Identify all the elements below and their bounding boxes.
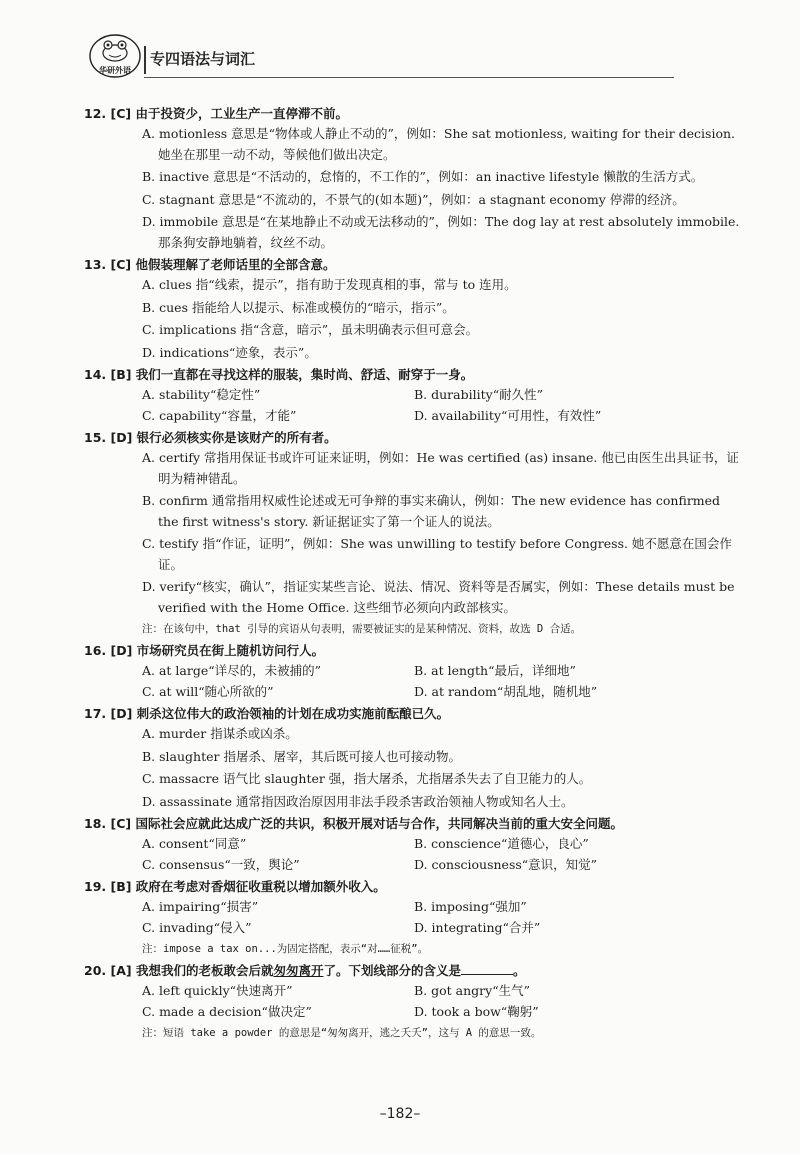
option-18d: D. consciousness“意识，知觉” bbox=[414, 856, 598, 872]
option-16c: C. at will“随心所欲的” bbox=[142, 683, 274, 699]
option-16b: B. at length“最后，详细地” bbox=[414, 663, 576, 678]
option-14d: D. availability“可用性，有效性” bbox=[414, 407, 602, 423]
option-12b: B. inactive 意思是“不活动的，怠惰的，不工作的”，例如：an inactive lifestyle 懒散的生活方式。 bbox=[142, 169, 704, 184]
option-15c: C. testify 指“作证，证明”，例如：She was unwilling to testify before Congress. 她不愿意在国会作证。 bbox=[142, 536, 732, 572]
note-19: 注：impose a tax on...为固定搭配，表示“对……征税”。 bbox=[142, 943, 429, 955]
question-17: 17. [D] 刺杀这位伟大的政治领袖的计划在成功实施前酝酿已久。 bbox=[84, 706, 450, 721]
question-20-pre: 20. [A] 我想我们的老板敢会后就 bbox=[84, 963, 274, 978]
note-20: 注：短语 take a powder 的意思是“匆匆离开，逃之夭夭”，这与 A 的意思一致。 bbox=[142, 1027, 542, 1039]
question-15: 15. [D] 银行必须核实你是该财产的所有者。 bbox=[84, 430, 337, 445]
question-14: 14. [B] 我们一直都在寻找这样的服装，集时尚、舒适、耐穿于一身。 bbox=[84, 367, 474, 382]
option-16d: D. at random“胡乱地，随机地” bbox=[414, 683, 598, 699]
header-underline bbox=[144, 77, 674, 78]
option-14c: C. capability“容量，才能” bbox=[142, 407, 297, 423]
option-17b: B. slaughter 指屠杀、屠宰，其后既可接人也可接动物。 bbox=[142, 748, 461, 764]
option-14b: B. durability“耐久性” bbox=[414, 387, 543, 402]
option-17d: D. assassinate 通常指因政治原因用非法手段杀害政治领袖人物或知名人士。 bbox=[142, 793, 574, 809]
question-18: 18. [C] 国际社会应就此达成广泛的共识，积极开展对话与合作，共同解决当前的重大安全问题。 bbox=[84, 816, 623, 831]
option-12d: D. immobile 意思是“在某地静止不动或无法移动的”，例如：The dog lay at rest absolutely immobile. 那条狗安静地躺着，纹丝不动。 bbox=[142, 214, 740, 250]
option-13b: B. cues 指能给人以提示、标准或模仿的“暗示，指示”。 bbox=[142, 299, 455, 315]
option-20c: C. made a decision“做决定” bbox=[142, 1003, 312, 1019]
question-20 bbox=[84, 961, 744, 981]
options-19 bbox=[84, 897, 744, 938]
book-title: 专四语法与词汇 bbox=[150, 50, 256, 68]
option-18b: B. conscience“道德心，良心” bbox=[414, 836, 589, 851]
option-17c: C. massacre 语气比 slaughter 强，指大屠杀，尤指屠杀失去了自卫能力的人。 bbox=[142, 771, 592, 786]
question-19: 19. [B] 政府在考虑对香烟征收重税以增加额外收入。 bbox=[84, 879, 386, 894]
question-20-post: 了。下划线部分的含义是 bbox=[323, 963, 461, 978]
option-20d: D. took a bow“鞠躬” bbox=[414, 1003, 539, 1019]
options-16 bbox=[84, 661, 744, 702]
underlined-phrase: 匆匆离开 bbox=[273, 963, 324, 978]
option-13c: C. implications 指“含意，暗示”，虽未明确表示但可意会。 bbox=[142, 322, 479, 337]
option-12c: C. stagnant 意思是“不流动的，不景气的(如本题)”，例如：a stagnant economy 停滞的经济。 bbox=[142, 191, 685, 207]
page-header bbox=[88, 34, 688, 84]
options-14 bbox=[84, 385, 744, 426]
option-18a: A. consent“同意” bbox=[142, 836, 247, 851]
option-13d: D. indications“迹象，表示”。 bbox=[142, 344, 317, 360]
option-17a: A. murder 指谋杀或凶杀。 bbox=[142, 726, 298, 741]
answer-explanations bbox=[84, 102, 744, 1045]
logo-text: 华研外语 bbox=[99, 66, 131, 75]
option-19c: C. invading“侵入” bbox=[142, 919, 252, 935]
option-19d: D. integrating“合并” bbox=[414, 919, 541, 935]
question-20-end: 。 bbox=[512, 963, 526, 978]
question-16: 16. [D] 市场研究员在街上随机访问行人。 bbox=[84, 643, 325, 658]
option-19a: A. impairing“损害” bbox=[142, 899, 259, 914]
option-18c: C. consensus“一致，舆论” bbox=[142, 856, 300, 872]
question-13: 13. [C] 他假装理解了老师话里的全部含意。 bbox=[84, 257, 336, 272]
header-divider bbox=[144, 46, 146, 74]
options-18 bbox=[84, 834, 744, 875]
page-number: –182– bbox=[379, 1106, 421, 1122]
publisher-logo bbox=[88, 34, 142, 80]
option-19b: B. imposing“强加” bbox=[414, 899, 527, 914]
option-15a: A. certify 常指用保证书或许可证来证明，例如：He was certified (as) insane. 他已由医生出具证书，证明为精神错乱。 bbox=[142, 450, 739, 486]
answer-blank bbox=[461, 962, 513, 975]
option-15d: D. verify“核实，确认”，指证实某些言论、说法、情况、资料等是否属实，例如：These details must be verified with the Home Office. 这些细节必须向内政部核实。 bbox=[142, 579, 735, 615]
option-13a: A. clues 指“线索，提示”，指有助于发现真相的事，常与 to 连用。 bbox=[142, 277, 517, 292]
option-12a: A. motionless 意思是“物体或人静止不动的”，例如：She sat motionless, waiting for their decision. 她坐在那里一动不动，等候他们做出决定。 bbox=[142, 126, 735, 162]
option-15b: B. confirm 通常指用权威性论述或无可争辩的事实来确认，例如：The new evidence has confirmed the first witness's story. 新证据证实了第一个证人的说法。 bbox=[142, 493, 721, 529]
note-15: 注：在该句中，that 引导的宾语从句表明，需要被证实的是某种情况、资料，故选 D 合适。 bbox=[142, 623, 582, 635]
question-12: 12. [C] 由于投资少，工业生产一直停滞不前。 bbox=[84, 106, 348, 121]
option-14a: A. stability“稳定性” bbox=[142, 387, 261, 402]
options-20 bbox=[84, 981, 744, 1022]
option-20b: B. got angry“生气” bbox=[414, 983, 530, 998]
option-16a: A. at large“详尽的，未被捕的” bbox=[142, 663, 322, 678]
option-20a: A. left quickly“快速离开” bbox=[142, 983, 293, 998]
